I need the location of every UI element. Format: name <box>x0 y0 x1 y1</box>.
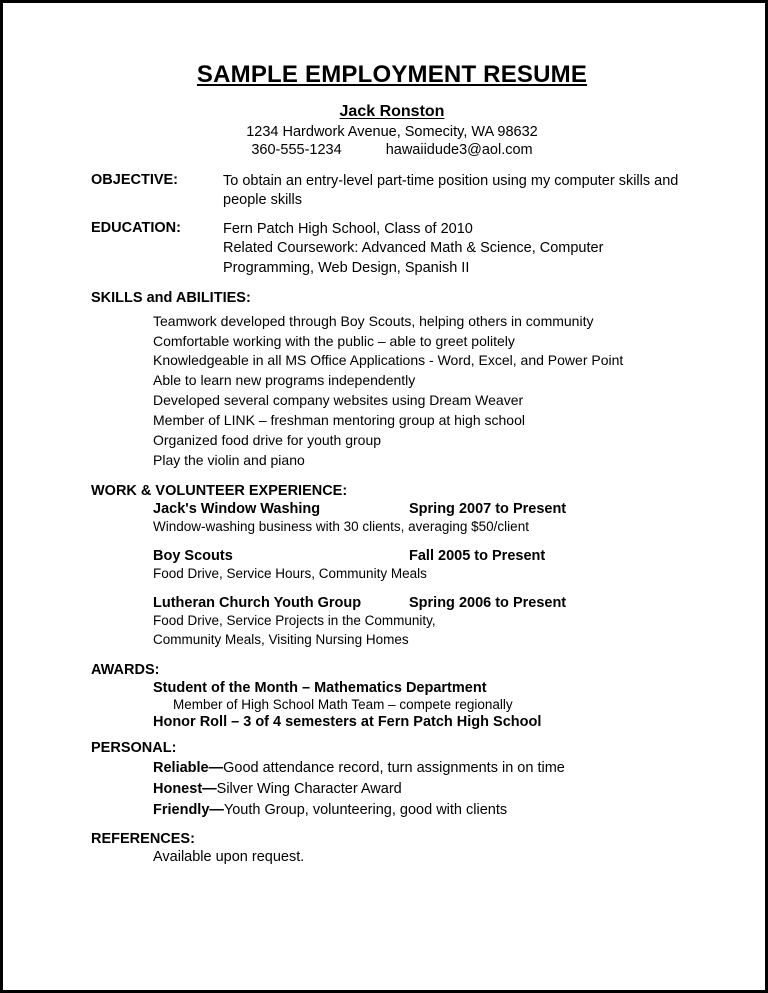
experience-entry-header <box>153 595 693 611</box>
applicant-name-text: Jack Ronston <box>339 103 445 120</box>
references-heading: REFERENCES: <box>91 830 195 847</box>
list-item: Able to learn new programs independently <box>153 372 416 389</box>
objective-section <box>91 172 693 210</box>
experience-heading: WORK & VOLUNTEER EXPERIENCE: <box>91 482 348 499</box>
awards-heading: AWARDS: <box>91 661 160 678</box>
education-coursework: Related Coursework: Advanced Math & Science, Computer Programming, Web Design, Spanish II <box>223 240 604 276</box>
resume-sheet <box>3 3 765 990</box>
personal-trait: Reliable— <box>153 759 224 776</box>
applicant-name <box>91 103 693 121</box>
experience-entry <box>91 501 693 536</box>
list-item: Teamwork developed through Boy Scouts, helping others in community <box>153 312 594 329</box>
applicant-contact <box>91 142 693 158</box>
personal-item <box>91 758 693 779</box>
page-title <box>91 61 693 89</box>
experience-description: Food Drive, Service Projects in the Community, <box>153 613 436 629</box>
personal-item <box>91 779 693 800</box>
experience-dates: Spring 2006 to Present <box>409 595 567 612</box>
skills-heading: SKILLS and ABILITIES: <box>91 289 251 306</box>
experience-entry <box>91 548 693 583</box>
education-section <box>91 220 693 277</box>
list-item: Member of LINK – freshman mentoring group at high school <box>153 412 525 428</box>
experience-description: Window-washing business with 30 clients, averaging $50/client <box>153 518 529 534</box>
list-item: Comfortable working with the public – able to greet politely <box>153 332 515 349</box>
education-body <box>223 220 693 277</box>
spacer <box>91 583 693 593</box>
list-item: Organized food drive for youth group <box>153 431 382 448</box>
experience-description: Food Drive, Service Hours, Community Meals <box>153 565 427 581</box>
experience-title: Jack's Window Washing <box>153 500 321 517</box>
education-label: EDUCATION: <box>91 220 181 237</box>
personal-text: Good attendance record, turn assignments in on time <box>223 759 565 776</box>
applicant-address: 1234 Hardwork Avenue, Somecity, WA 98632 <box>246 124 538 140</box>
award-item: Student of the Month – Mathematics Department <box>153 679 487 696</box>
experience-dates: Spring 2007 to Present <box>409 500 567 517</box>
skills-list <box>91 312 693 471</box>
award-item: Honor Roll – 3 of 4 semesters at Fern Patch High School <box>153 713 542 730</box>
experience-title: Boy Scouts <box>153 547 233 564</box>
education-school: Fern Patch High School, Class of 2010 <box>223 221 473 238</box>
experience-dates: Fall 2005 to Present <box>409 547 546 564</box>
list-item: Play the violin and piano <box>153 451 305 468</box>
personal-text: Silver Wing Character Award <box>216 780 402 797</box>
experience-entry-header <box>153 548 693 564</box>
spacer <box>91 536 693 546</box>
experience-description-cont: Community Meals, Visiting Nursing Homes <box>153 632 409 648</box>
page-title-text: SAMPLE EMPLOYMENT RESUME <box>196 61 588 88</box>
award-item-detail: Member of High School Math Team – compete regionally <box>173 696 513 712</box>
experience-title: Lutheran Church Youth Group <box>153 595 362 612</box>
personal-trait: Friendly— <box>153 801 224 818</box>
personal-heading: PERSONAL: <box>91 739 177 756</box>
objective-label: OBJECTIVE: <box>91 172 179 188</box>
applicant-phone: 360-555-1234 <box>251 142 342 158</box>
list-item: Knowledgeable in all MS Office Applications - Word, Excel, and Power Point <box>153 352 624 369</box>
experience-entry <box>91 595 693 649</box>
list-item: Developed several company websites using Dream Weaver <box>153 392 524 409</box>
personal-item <box>91 800 693 821</box>
references-text: Available upon request. <box>153 848 305 865</box>
personal-trait: Honest— <box>153 780 217 797</box>
objective-text: To obtain an entry-level part-time position using my computer skills and people skills <box>223 173 679 209</box>
applicant-email: hawaiidude3@aol.com <box>385 142 533 158</box>
experience-entry-header <box>153 501 693 517</box>
personal-text: Youth Group, volunteering, good with clients <box>223 801 508 818</box>
